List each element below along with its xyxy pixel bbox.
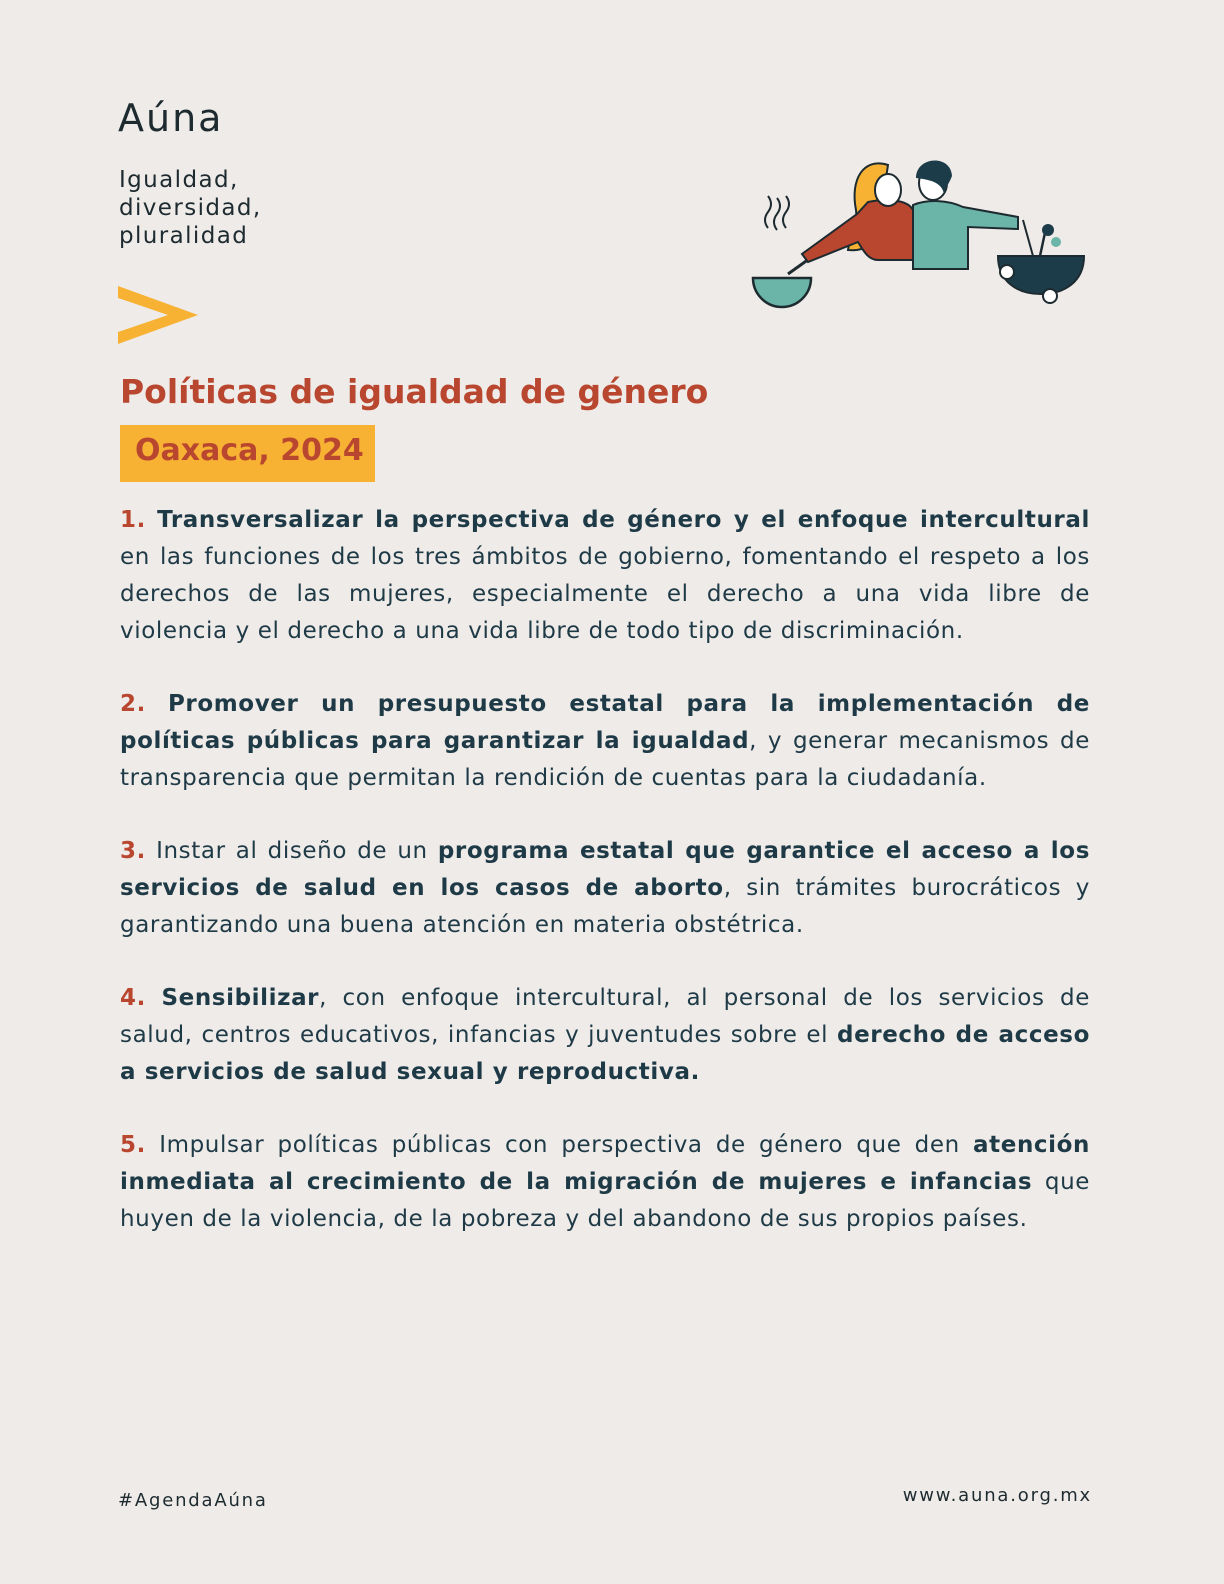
item-text: Instar al diseño de un [156, 838, 438, 864]
item-text-bold: Promover un presupuesto estatal para la implementación de políticas públicas para garantizar la igualdad [120, 691, 1090, 754]
item-text-bold: Sensibilizar [161, 985, 320, 1011]
policy-item [120, 833, 1090, 944]
item-text-bold: programa estatal que garantice el acceso a los servicios de salud en los casos de aborto [120, 838, 1090, 901]
policy-item [120, 502, 1090, 650]
item-number: 5. [120, 1132, 146, 1158]
subtitle: Oaxaca, 2024 [135, 433, 364, 468]
item-number: 1. [120, 507, 146, 533]
couple-cooking-illustration [748, 150, 1093, 315]
item-text: en las funciones de los tres ámbitos de gobierno, fomentando el respeto a los derechos de las mujeres, especialmente el derecho a una vida libre de violencia y el derecho a una vida libre de todo tipo de discriminación. [120, 544, 1090, 644]
item-text: , y generar mecanismos de transparencia que permitan la rendición de cuentas para la ciudadanía. [120, 728, 1090, 791]
page-title: Políticas de igualdad de género [120, 372, 709, 411]
item-text: que huyen de la violencia, de la pobreza y del abandono de sus propios países. [120, 1169, 1090, 1232]
tagline-line-3: pluralidad [119, 223, 249, 249]
item-text: , con enfoque intercultural, al personal de los servicios de salud, centros educativos, infancias y juventudes sobre el [120, 985, 1090, 1048]
policy-item [120, 1127, 1090, 1238]
item-number: 3. [120, 838, 146, 864]
footer-url[interactable]: www.auna.org.mx [902, 1485, 1092, 1506]
item-text-bold: derecho de acceso a servicios de salud sexual y reproductiva. [120, 1022, 1090, 1085]
subtitle-badge [120, 425, 375, 482]
footer-hashtag: #AgendaAúna [118, 1490, 268, 1511]
item-text: Impulsar políticas públicas con perspectiva de género que den [159, 1132, 974, 1158]
item-text-bold: atención inmediata al crecimiento de la migración de mujeres e infancias [120, 1132, 1091, 1195]
item-text: , sin trámites burocráticos y garantizando una buena atención en materia obstétrica. [120, 875, 1090, 938]
item-number: 2. [120, 691, 146, 717]
tagline [119, 166, 262, 250]
tagline-line-2: diversidad, [119, 195, 262, 221]
policy-item [120, 980, 1090, 1091]
tagline-line-1: Igualdad, [119, 167, 239, 193]
policy-item [120, 686, 1090, 797]
item-text-bold: Transversalizar la perspectiva de género y el enfoque intercultural [157, 507, 1090, 533]
brand-logo: Aúna [118, 96, 224, 140]
arrow-chevron-icon [118, 286, 200, 344]
item-number: 4. [120, 985, 146, 1011]
policy-list [120, 502, 1090, 1274]
